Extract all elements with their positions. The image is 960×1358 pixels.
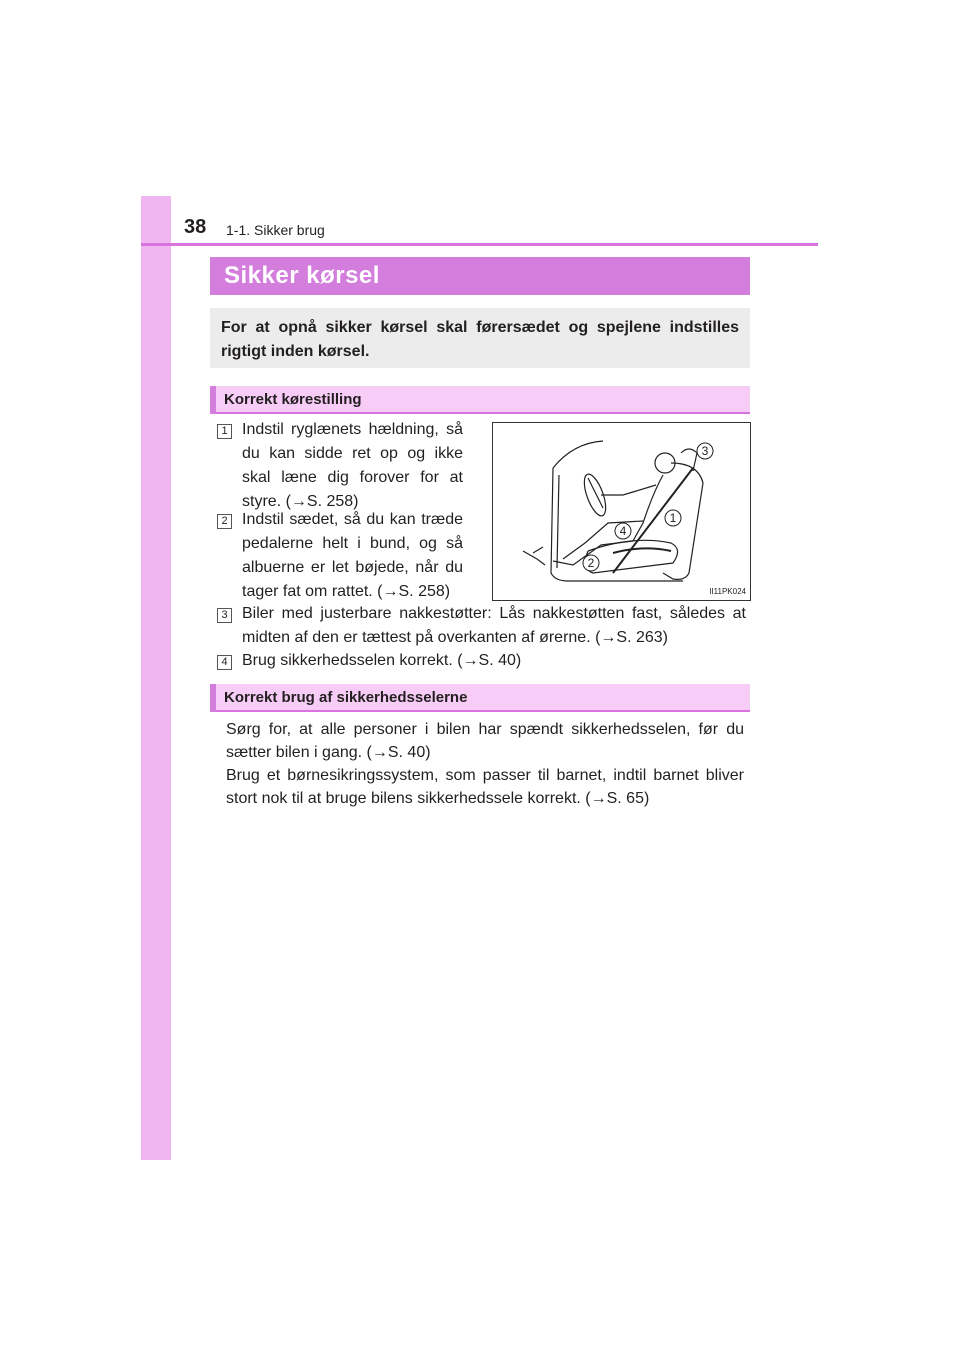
- figure-callout-1: 1: [669, 511, 677, 525]
- driver-seat-illustration: [493, 423, 750, 600]
- intro-box: [210, 308, 750, 368]
- driving-position-figure: [492, 422, 751, 601]
- belts-paragraph-1: Sørg for, at alle personer i bilen har spændt sikkerhedsselen, før du sætter bilen i gang. (→S. 40): [226, 721, 744, 761]
- figure-callout-2: 2: [587, 556, 595, 570]
- item-number-2: 2: [217, 514, 232, 529]
- item-number-4: 4: [217, 655, 232, 670]
- figure-callout-3: 3: [701, 444, 709, 458]
- item-number-3: 3: [217, 608, 232, 623]
- item-text-2: Indstil sædet, så du kan træde pedalerne helt i bund, og så albuerne er let bøjede, når du tager fat om rattet. (→S. 258): [242, 511, 463, 600]
- belts-paragraph-2: Brug et børnesikringssystem, som passer til barnet, indtil barnet bliver stort nok til at bruge bilens sikkerhedssele korrekt. (→S. 65): [226, 767, 744, 807]
- item-text-1: Indstil ryglænets hældning, så du kan sidde ret op og ikke skal læne dig forover for at styre. (→S. 258): [242, 421, 463, 510]
- page-title: Sikker kørsel: [224, 262, 380, 289]
- section-heading-position: [210, 386, 750, 414]
- section-heading-belts: [210, 684, 750, 712]
- item-text-4: Brug sikkerhedsselen korrekt. (→S. 40): [242, 652, 522, 669]
- page-number: 38: [184, 216, 207, 238]
- page-title-bar: [210, 257, 750, 295]
- chapter-label: 1-1. Sikker brug: [226, 222, 325, 238]
- section-heading-label: Korrekt brug af sikkerhedsselerne: [224, 689, 468, 706]
- item-text-3: Biler med justerbare nakkestøtter: Lås nakkestøtten fast, således at midten af den er tættest på overkanten af ørerne. (→S. 263): [242, 605, 746, 646]
- figure-callout-4: 4: [619, 524, 627, 538]
- side-tab: [141, 196, 171, 1160]
- intro-text: For at opnå sikker kørsel skal førersædet og spejlene indstilles rigtigt inden kørsel.: [221, 319, 739, 360]
- figure-code: II11PK024: [709, 587, 746, 596]
- item-number-1: 1: [217, 424, 232, 439]
- header-divider: [141, 243, 818, 246]
- section-heading-label: Korrekt kørestilling: [224, 391, 362, 408]
